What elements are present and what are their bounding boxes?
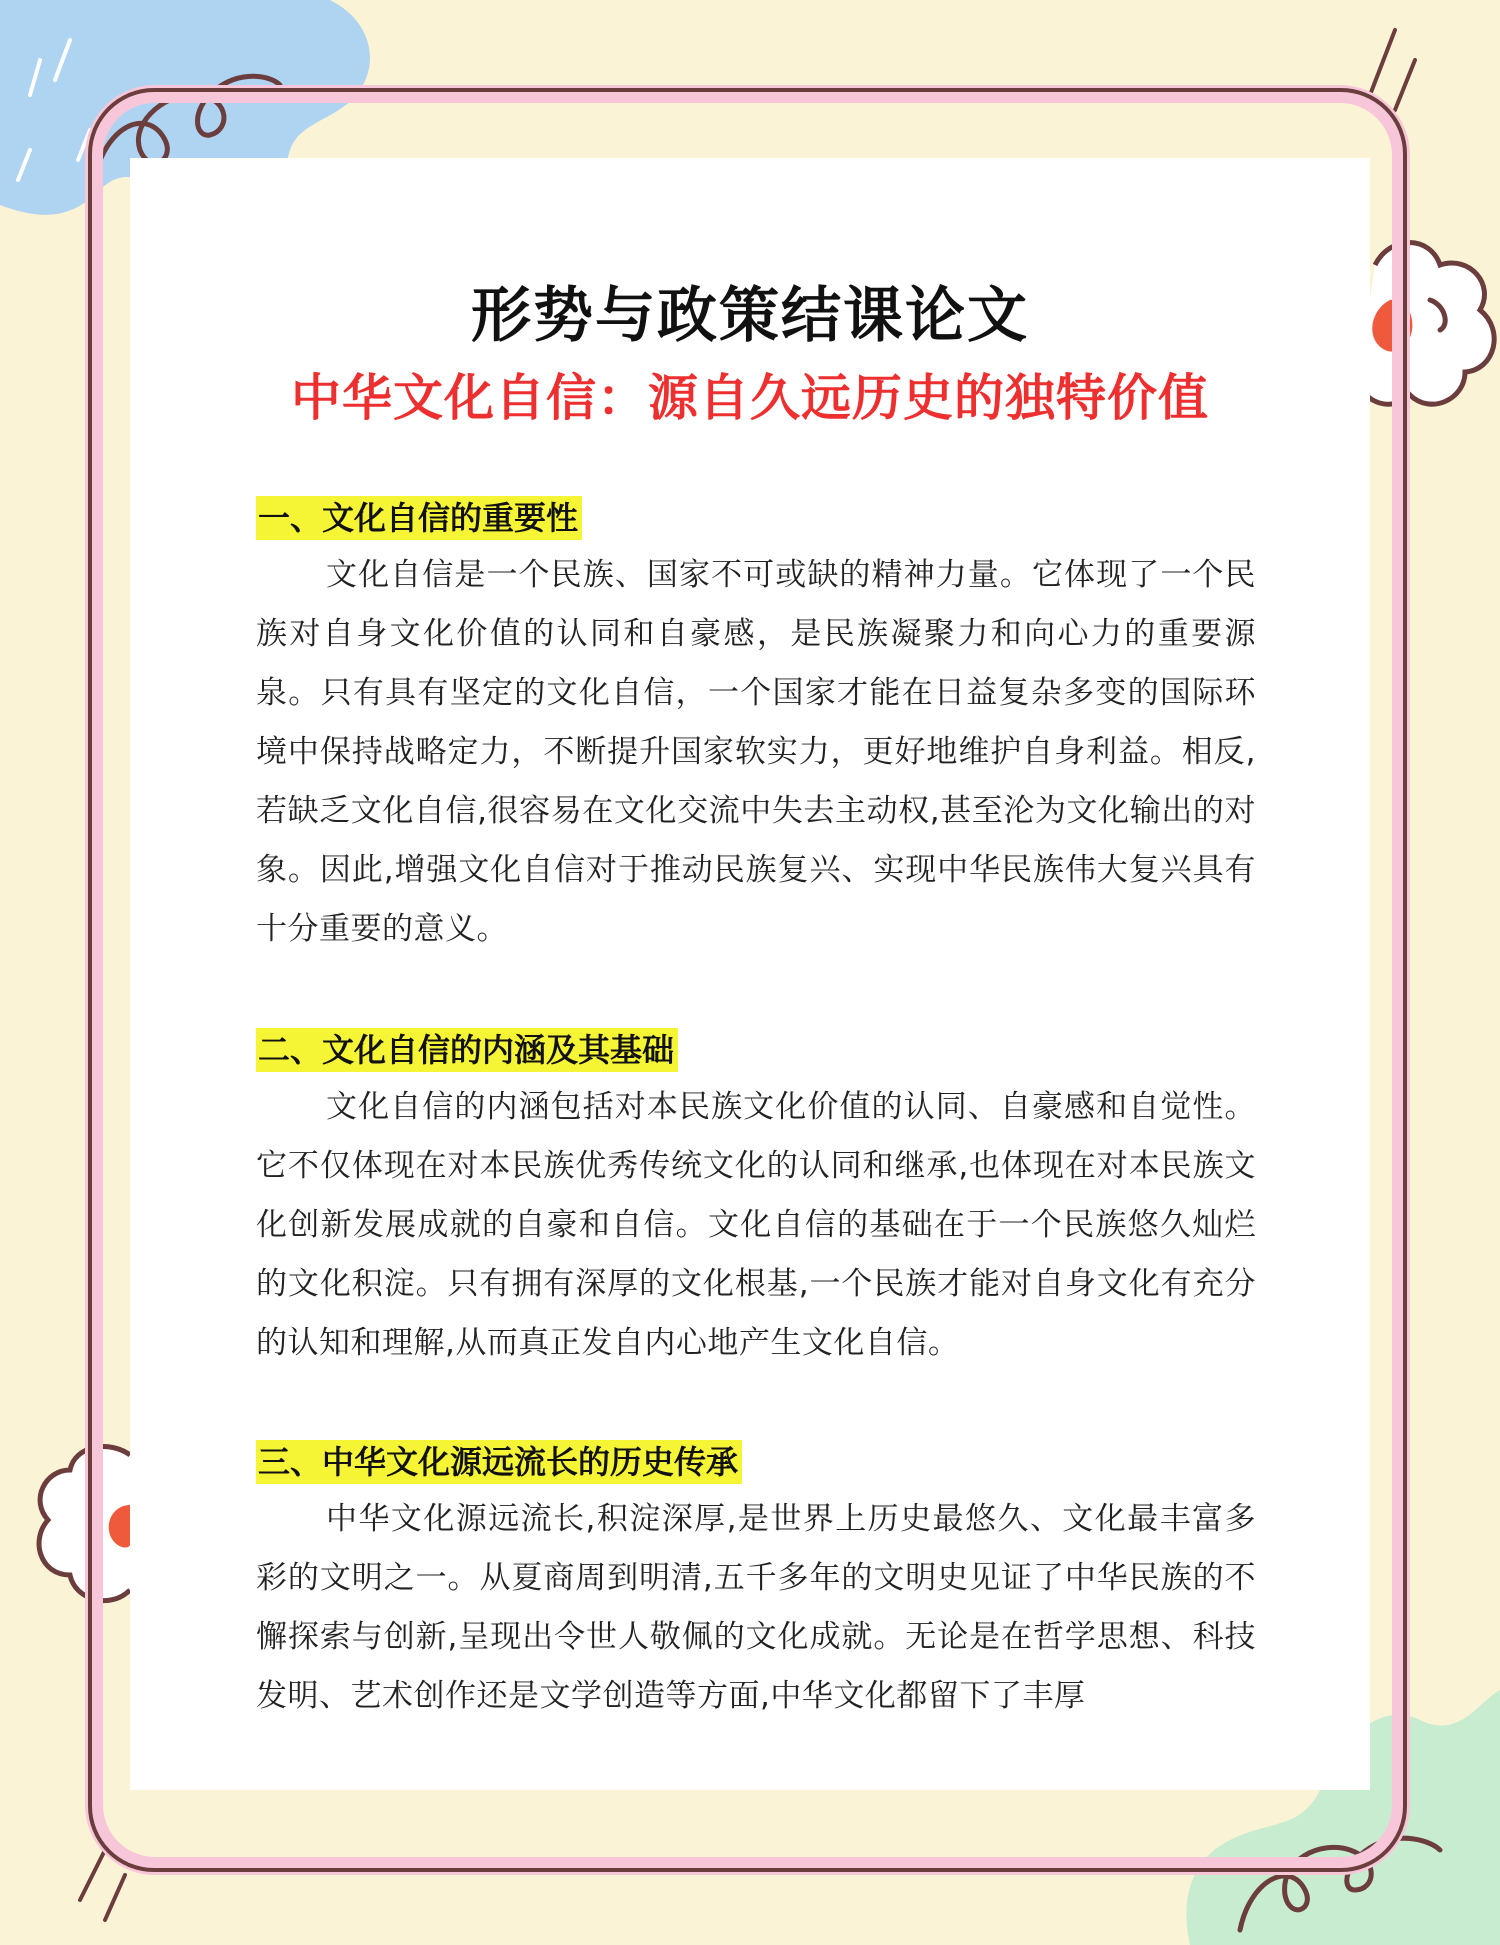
document-subtitle: 中华文化自信：源自久远历史的独特价值 [291, 369, 1209, 427]
section-connotation [256, 1028, 1256, 1373]
section-heading: 一、文化自信的重要性 [256, 496, 582, 540]
section-paragraph: 中华文化源远流长,积淀深厚,是世界上历史最悠久、文化最丰富多彩的文明之一。从夏商周到明清,五千多年的文明史见证了中华民族的不懈探索与创新,呈现出令世人敬佩的文化成就。无论是在哲学思想、科技发明、艺术创作还是文学创造等方面,中华文化都留下了丰厚 [256, 1501, 1256, 1714]
section-history [256, 1440, 1256, 1726]
paper-sheet [130, 158, 1370, 1790]
section-paragraph: 文化自信是一个民族、国家不可或缺的精神力量。它体现了一个民族对自身文化价值的认同和自豪感，是民族凝聚力和向心力的重要源泉。只有具有坚定的文化自信，一个国家才能在日益复杂多变的国际环境中保持战略定力，不断提升国家软实力，更好地维护自身利益。相反,若缺乏文化自信,很容易在文化交流中失去主动权,甚至沦为文化输出的对象。因此,增强文化自信对于推动民族复兴、实现中华民族伟大复兴具有十分重要的意义。 [256, 557, 1256, 947]
section-heading: 三、中华文化源远流长的历史传承 [256, 1440, 742, 1484]
section-heading: 二、文化自信的内涵及其基础 [256, 1028, 678, 1072]
document-title: 形势与政策结课论文 [471, 281, 1029, 351]
section-importance [256, 496, 1256, 959]
section-paragraph: 文化自信的内涵包括对本民族文化价值的认同、自豪感和自觉性。它不仅体现在对本民族优秀传统文化的认同和继承,也体现在对本民族文化创新发展成就的自豪和自信。文化自信的基础在于一个民族悠久灿烂的文化积淀。只有拥有深厚的文化根基,一个民族才能对自身文化有充分的认知和理解,从而真正发自内心地产生文化自信。 [256, 1089, 1256, 1361]
